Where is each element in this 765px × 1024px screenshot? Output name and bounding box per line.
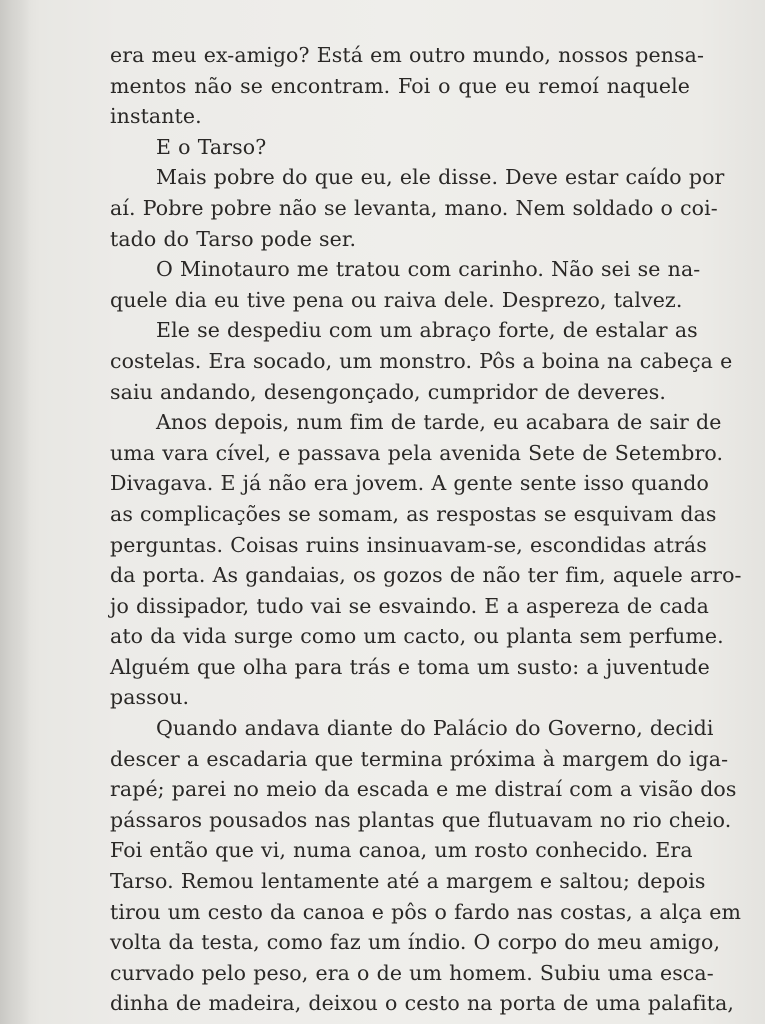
text-line-13: Anos depois, num fim de tarde, eu acabara de sair de (156, 410, 722, 435)
text-line-4: E o Tarso? (156, 134, 267, 159)
text-line-29: tirou um cesto da canoa e pôs o fardo nas costas, a alça em (110, 899, 742, 924)
text-line-28: Tarso. Remou lentamente até a margem e saltou; depois (110, 869, 706, 894)
text-line-19: jo dissipador, tudo vai se esvaindo. E a aspereza de cada (110, 593, 709, 618)
text-line-31: curvado pelo peso, era o de um homem. Subiu uma esca- (110, 960, 714, 985)
text-line-3: instante. (110, 104, 202, 129)
book-page-text (110, 40, 742, 1019)
text-line-10: Ele se despediu com um abraço forte, de estalar as (156, 318, 698, 343)
text-line-26: pássaros pousados nas plantas que flutuavam no rio cheio. (110, 807, 732, 832)
text-line-16: as complicações se somam, as respostas se esquivam das (110, 501, 717, 526)
text-line-18: da porta. As gandaias, os gozos de não ter fim, aquele arro- (110, 563, 742, 588)
text-line-14: uma vara cível, e passava pela avenida Sete de Setembro. (110, 440, 724, 465)
book-gutter-shadow (0, 0, 30, 1024)
text-line-20: ato da vida surge como um cacto, ou planta sem perfume. (110, 624, 724, 649)
text-line-15: Divagava. E já não era jovem. A gente sente isso quando (110, 471, 709, 496)
text-line-8: O Minotauro me tratou com carinho. Não sei se na- (156, 257, 701, 282)
text-line-21: Alguém que olha para trás e toma um susto: a juventude (110, 654, 710, 679)
text-line-9: quele dia eu tive pena ou raiva dele. Desprezo, talvez. (110, 287, 683, 312)
text-line-17: perguntas. Coisas ruins insinuavam-se, escondidas atrás (110, 532, 707, 557)
text-line-22: passou. (110, 685, 190, 710)
text-line-32: dinha de madeira, deixou o cesto na porta de uma palafita, (110, 991, 735, 1016)
text-line-24: descer a escadaria que termina próxima à margem do iga- (110, 746, 729, 771)
text-line-1: era meu ex-amigo? Está em outro mundo, nossos pensa- (110, 43, 705, 67)
text-line-23: Quando andava diante do Palácio do Governo, decidi (156, 716, 714, 741)
text-line-11: costelas. Era socado, um monstro. Pôs a boina na cabeça e (110, 348, 733, 373)
text-line-7: tado do Tarso pode ser. (110, 226, 357, 251)
text-line-12: saiu andando, desengonçado, cumpridor de deveres. (110, 379, 666, 404)
text-line-25: rapé; parei no meio da escada e me distraí com a visão dos (110, 777, 737, 802)
text-line-5: Mais pobre do que eu, ele disse. Deve estar caído por (156, 165, 725, 190)
text-line-6: aí. Pobre pobre não se levanta, mano. Nem soldado o coi- (110, 195, 718, 220)
text-line-30: volta da testa, como faz um índio. O corpo do meu amigo, (110, 930, 721, 955)
text-line-2: mentos não se encontram. Foi o que eu remoí naquele (110, 73, 690, 98)
text-line-27: Foi então que vi, numa canoa, um rosto conhecido. Era (110, 838, 693, 863)
